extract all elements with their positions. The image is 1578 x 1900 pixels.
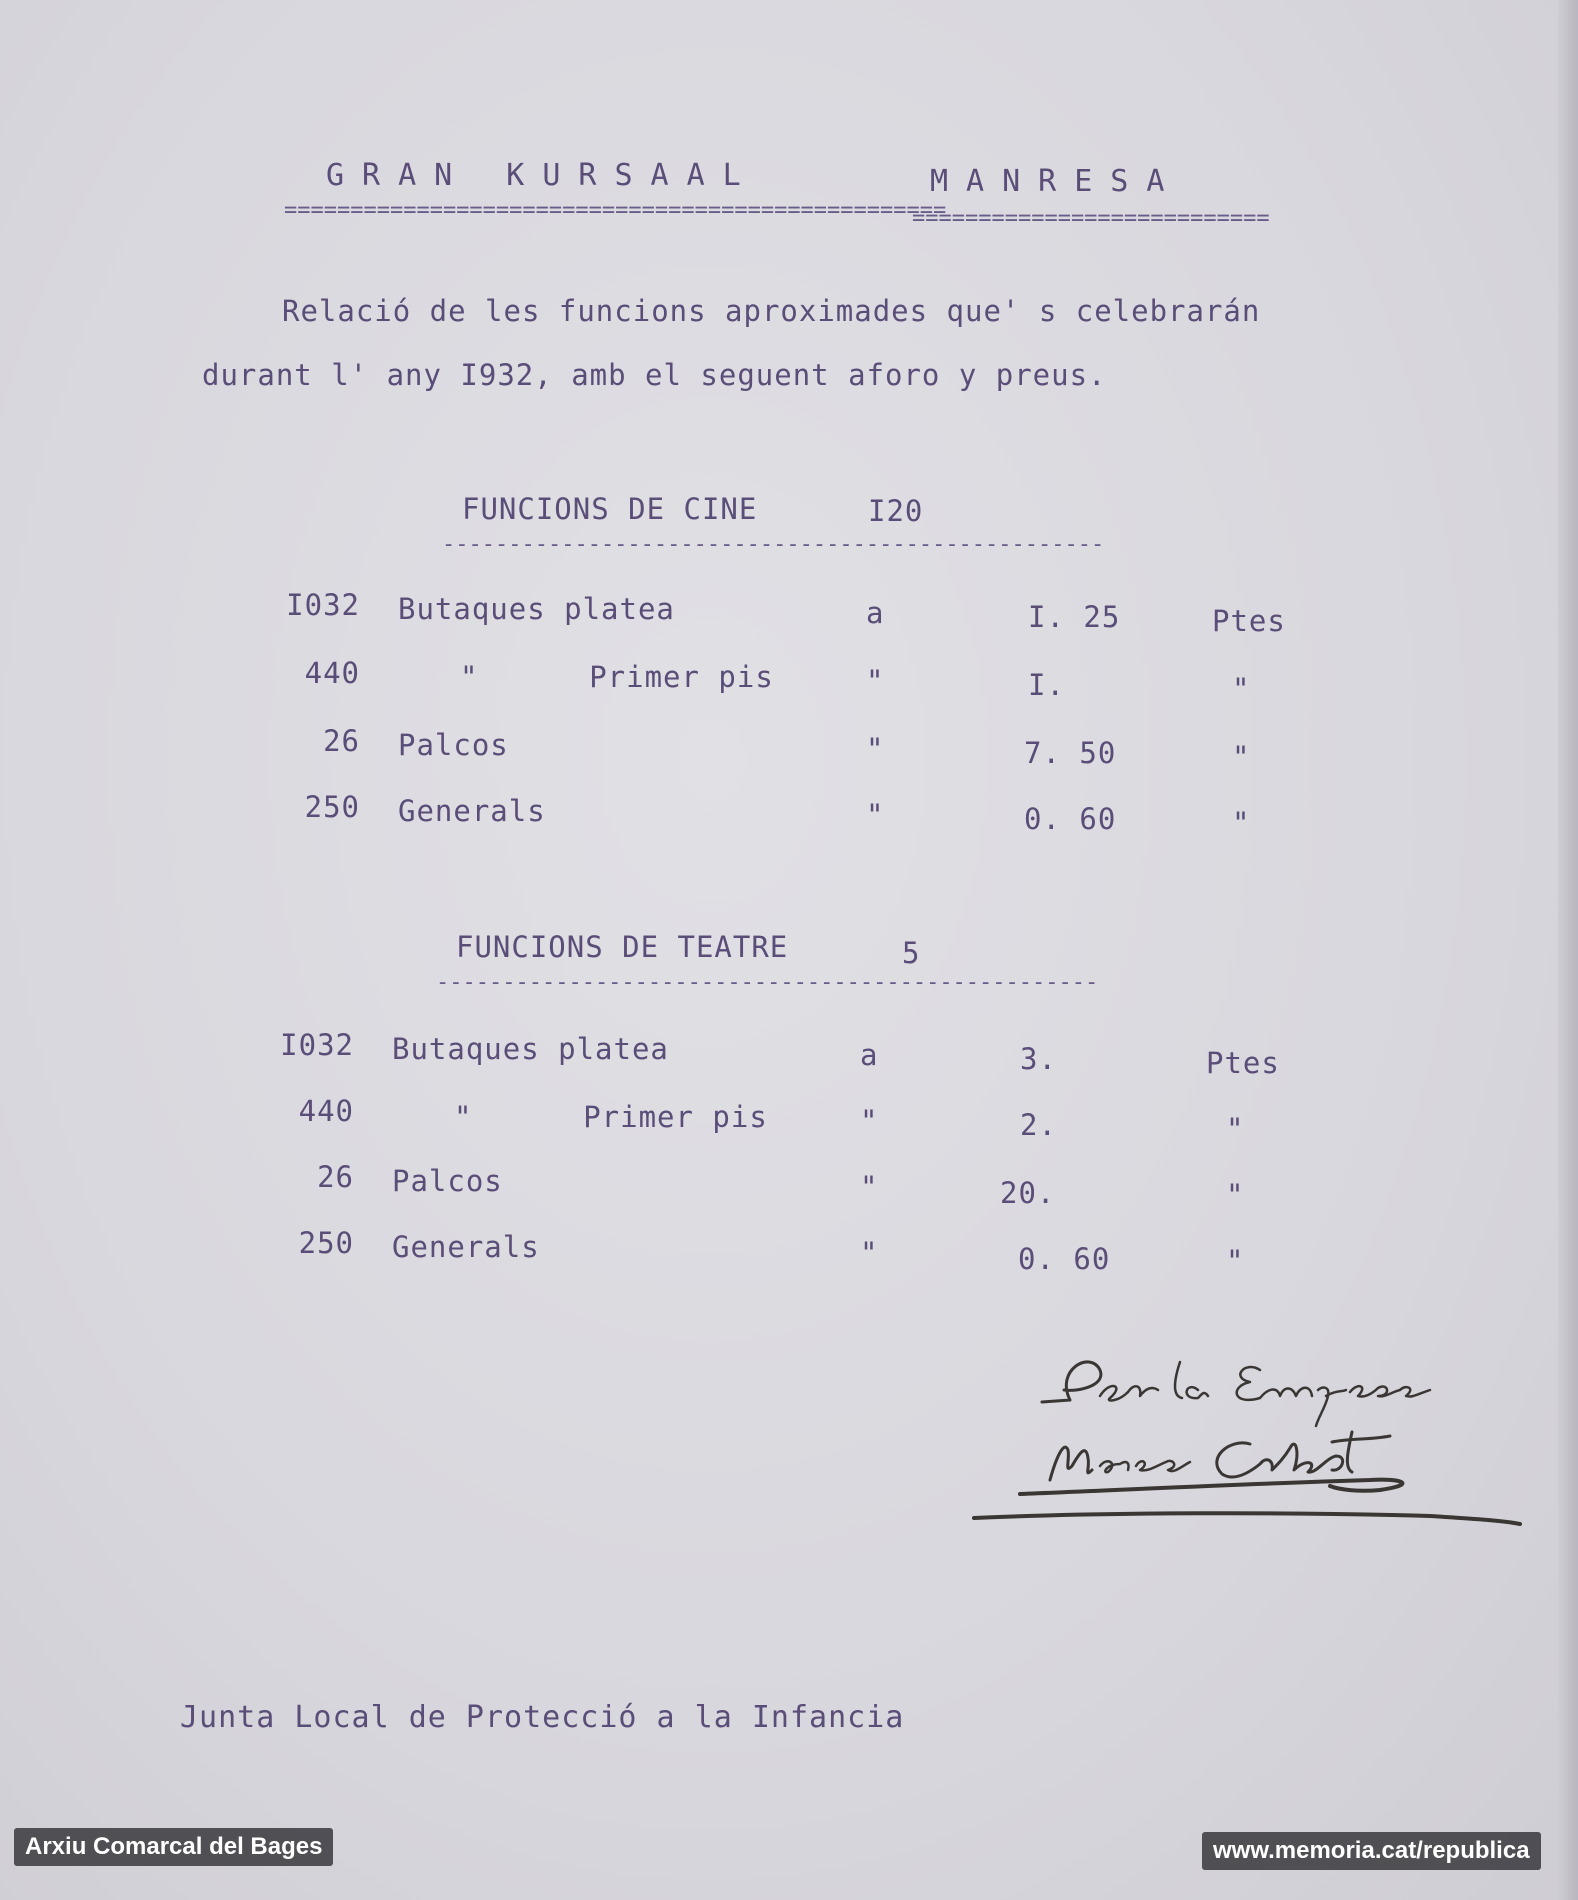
row-unit: ": [1232, 740, 1251, 774]
cine-section-title: FUNCIONS DE CINE: [462, 492, 758, 526]
row-label: Palcos: [392, 1164, 503, 1198]
cine-section-count: I20: [868, 494, 924, 528]
header-title-right: MANRESA: [930, 164, 1183, 199]
row-qty: 250: [298, 1226, 354, 1260]
row-unit: ": [1226, 1244, 1245, 1278]
header-title-left: GRAN KURSAAL: [326, 158, 759, 193]
teatre-section-count: 5: [902, 936, 921, 970]
archive-watermark-right: www.memoria.cat/republica: [1202, 1832, 1541, 1870]
row-qty: I032: [280, 1028, 354, 1062]
row-price: 20.: [1000, 1176, 1056, 1210]
row-sep: ": [860, 1170, 879, 1204]
row-qty: 26: [317, 1160, 354, 1194]
row-label: " Primer pis: [460, 660, 774, 694]
row-label: " Primer pis: [454, 1100, 768, 1134]
row-sep: ": [866, 664, 885, 698]
row-sep: a: [866, 596, 885, 630]
header-underline-left: ==================================================: [284, 198, 947, 223]
row-unit: Ptes: [1212, 604, 1286, 638]
paper-edge: [1558, 0, 1578, 1900]
row-sep: ": [860, 1104, 879, 1138]
row-price: I.: [1028, 668, 1065, 702]
row-qty: 440: [304, 656, 360, 690]
row-sep: ": [860, 1236, 879, 1270]
row-label: Butaques platea: [392, 1032, 669, 1066]
teatre-underline: --------------------------------------------------: [436, 970, 1099, 995]
intro-line-1: Relació de les funcions aproximades que' s celebrarán: [282, 294, 1261, 328]
row-label: Generals: [398, 794, 546, 828]
row-unit: ": [1232, 806, 1251, 840]
row-price: I. 25: [1028, 600, 1121, 634]
row-unit: ": [1226, 1178, 1245, 1212]
row-unit: ": [1232, 672, 1251, 706]
row-unit: Ptes: [1206, 1046, 1280, 1080]
row-price: 0. 60: [1018, 1242, 1111, 1276]
row-qty: 250: [304, 790, 360, 824]
row-sep: ": [866, 732, 885, 766]
archive-watermark-left: Arxiu Comarcal del Bages: [14, 1828, 333, 1866]
header-underline-right: ===========================: [912, 206, 1270, 231]
row-sep: a: [860, 1038, 879, 1072]
row-label: Generals: [392, 1230, 540, 1264]
teatre-section-title: FUNCIONS DE TEATRE: [456, 930, 789, 964]
row-qty: 26: [323, 724, 360, 758]
intro-line-2: durant l' any I932, amb el seguent aforo y preus.: [202, 358, 1107, 392]
row-price: 2.: [1020, 1108, 1057, 1142]
row-unit: ": [1226, 1112, 1245, 1146]
row-label: Palcos: [398, 728, 509, 762]
cine-underline: --------------------------------------------------: [442, 532, 1105, 557]
row-price: 7. 50: [1024, 736, 1117, 770]
row-price: 0. 60: [1024, 802, 1117, 836]
row-qty: 440: [298, 1094, 354, 1128]
row-price: 3.: [1020, 1042, 1057, 1076]
handwritten-signature: [960, 1340, 1540, 1540]
row-qty: I032: [286, 588, 360, 622]
addressee-text: Junta Local de Protecció a la Infancia: [180, 1700, 905, 1735]
row-sep: ": [866, 798, 885, 832]
row-label: Butaques platea: [398, 592, 675, 626]
